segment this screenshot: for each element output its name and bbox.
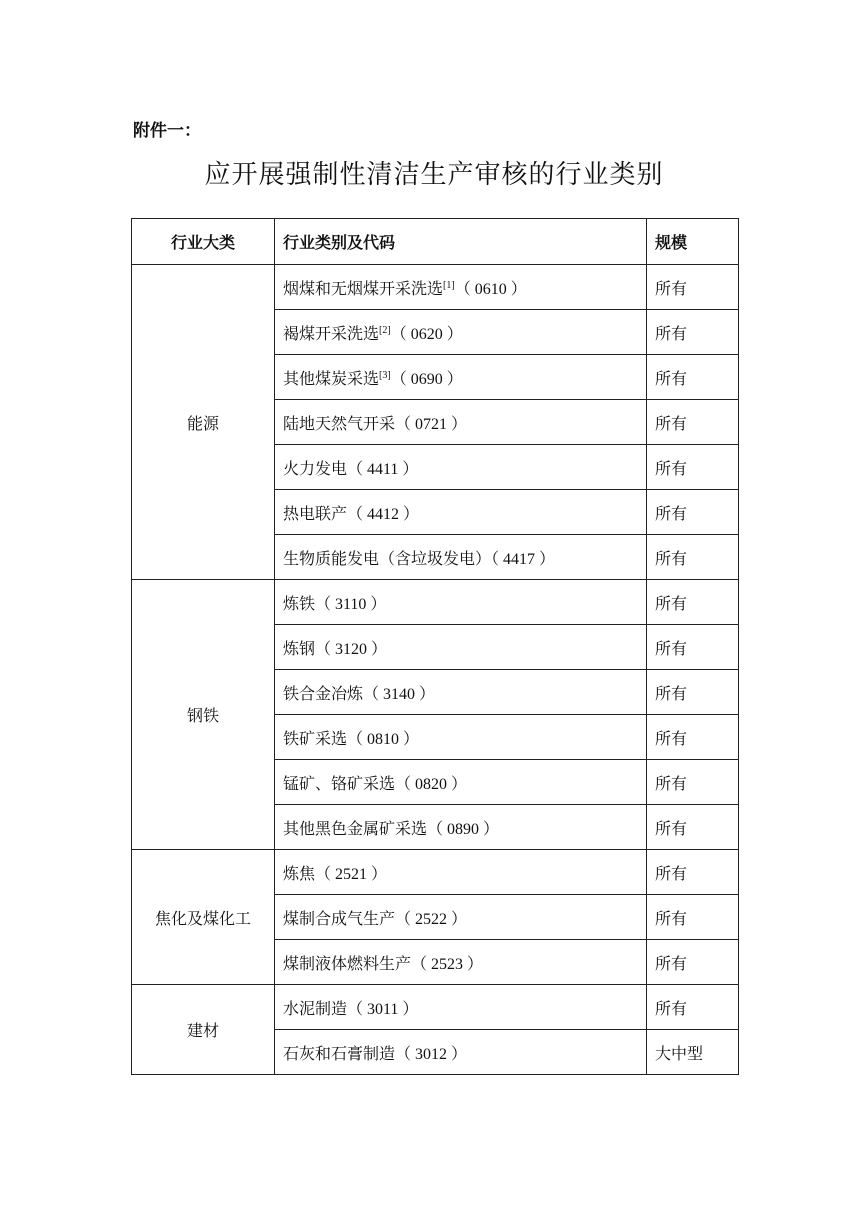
scale-cell: 所有 [647,445,739,490]
industry-cell [275,940,647,985]
industry-name: 锰矿、铬矿采选 [283,773,396,793]
industry-name: 热电联产 [283,503,348,523]
scale-cell: 所有 [647,895,739,940]
header-category: 行业大类 [132,219,275,265]
industry-code: （ 2522 ） [395,910,468,928]
industry-name: 其他黑色金属矿采选 [283,818,428,838]
industry-cell [275,535,647,580]
scale-cell: 所有 [647,940,739,985]
industry-code: （ 3120 ） [315,640,388,658]
industry-cell [275,625,647,670]
industry-name: 铁合金冶炼 [283,683,364,703]
industry-cell [275,985,647,1030]
scale-cell: 所有 [647,265,739,310]
industry-table [131,218,739,1075]
table-row [132,265,739,310]
scale-cell: 大中型 [647,1030,739,1075]
industry-cell [275,355,647,400]
category-cell: 能源 [132,265,275,580]
industry-name: 褐煤开采洗选 [283,323,380,343]
industry-name: 陆地天然气开采 [283,413,396,433]
category-cell: 建材 [132,985,275,1075]
industry-name: 生物质能发电（含垃圾发电） [283,548,492,568]
footnote-marker[interactable]: [3] [379,369,391,381]
industry-code: （ 0810 ） [347,730,420,748]
category-cell: 钢铁 [132,580,275,850]
industry-name: 火力发电 [283,458,348,478]
industry-cell [275,715,647,760]
industry-code: （ 0890 ） [427,820,500,838]
industry-code: （ 3140 ） [363,685,436,703]
table-row [132,985,739,1030]
industry-code: （ 4411 ） [347,460,419,478]
table-row [132,580,739,625]
industry-cell [275,310,647,355]
scale-cell: 所有 [647,760,739,805]
industry-code: （ 4417 ） [491,550,556,568]
industry-code: （ 0820 ） [395,775,468,793]
industry-code: （ 0690 ） [390,370,463,388]
industry-name: 水泥制造 [283,998,348,1018]
scale-cell: 所有 [647,850,739,895]
scale-cell: 所有 [647,355,739,400]
scale-cell: 所有 [647,715,739,760]
category-cell: 焦化及煤化工 [132,850,275,985]
scale-cell: 所有 [647,310,739,355]
document-title: 应开展强制性清洁生产审核的行业类别 [204,160,664,190]
footnote-marker[interactable]: [2] [379,324,391,336]
industry-cell [275,580,647,625]
header-industry: 行业类别及代码 [275,219,647,265]
table-header-row [132,219,739,265]
scale-cell: 所有 [647,580,739,625]
scale-cell: 所有 [647,400,739,445]
header-scale: 规模 [647,219,739,265]
industry-code: （ 3011 ） [347,1000,419,1018]
industry-name: 煤制液体燃料生产 [283,953,412,973]
industry-name: 铁矿采选 [283,728,348,748]
scale-cell: 所有 [647,805,739,850]
scale-cell: 所有 [647,985,739,1030]
industry-cell [275,1030,647,1075]
industry-code: （ 0721 ） [395,415,468,433]
industry-cell [275,265,647,310]
scale-cell: 所有 [647,535,739,580]
scale-cell: 所有 [647,670,739,715]
table-body [132,265,739,1075]
footnote-marker[interactable]: [1] [443,279,455,291]
industry-cell [275,400,647,445]
industry-code: （ 4412 ） [347,505,420,523]
industry-name: 煤制合成气生产 [283,908,396,928]
industry-name: 炼焦 [283,863,316,883]
industry-name: 炼钢 [283,638,316,658]
industry-name: 炼铁 [283,593,316,613]
industry-cell [275,805,647,850]
scale-cell: 所有 [647,490,739,535]
industry-code: （ 3012 ） [395,1045,468,1063]
industry-name: 其他煤炭采选 [283,368,380,388]
industry-cell [275,895,647,940]
industry-cell [275,490,647,535]
industry-code: （ 0610 ） [454,280,527,298]
attachment-label: 附件一： [133,121,201,141]
industry-cell [275,670,647,715]
industry-name: 烟煤和无烟煤开采洗选 [283,278,444,298]
scale-cell: 所有 [647,625,739,670]
industry-code: （ 2521 ） [315,865,388,883]
industry-name: 石灰和石膏制造 [283,1043,396,1063]
industry-code: （ 2523 ） [411,955,484,973]
industry-code: （ 0620 ） [390,325,463,343]
table-row [132,850,739,895]
industry-cell [275,445,647,490]
industry-cell [275,760,647,805]
industry-code: （ 3110 ） [315,595,387,613]
industry-cell [275,850,647,895]
